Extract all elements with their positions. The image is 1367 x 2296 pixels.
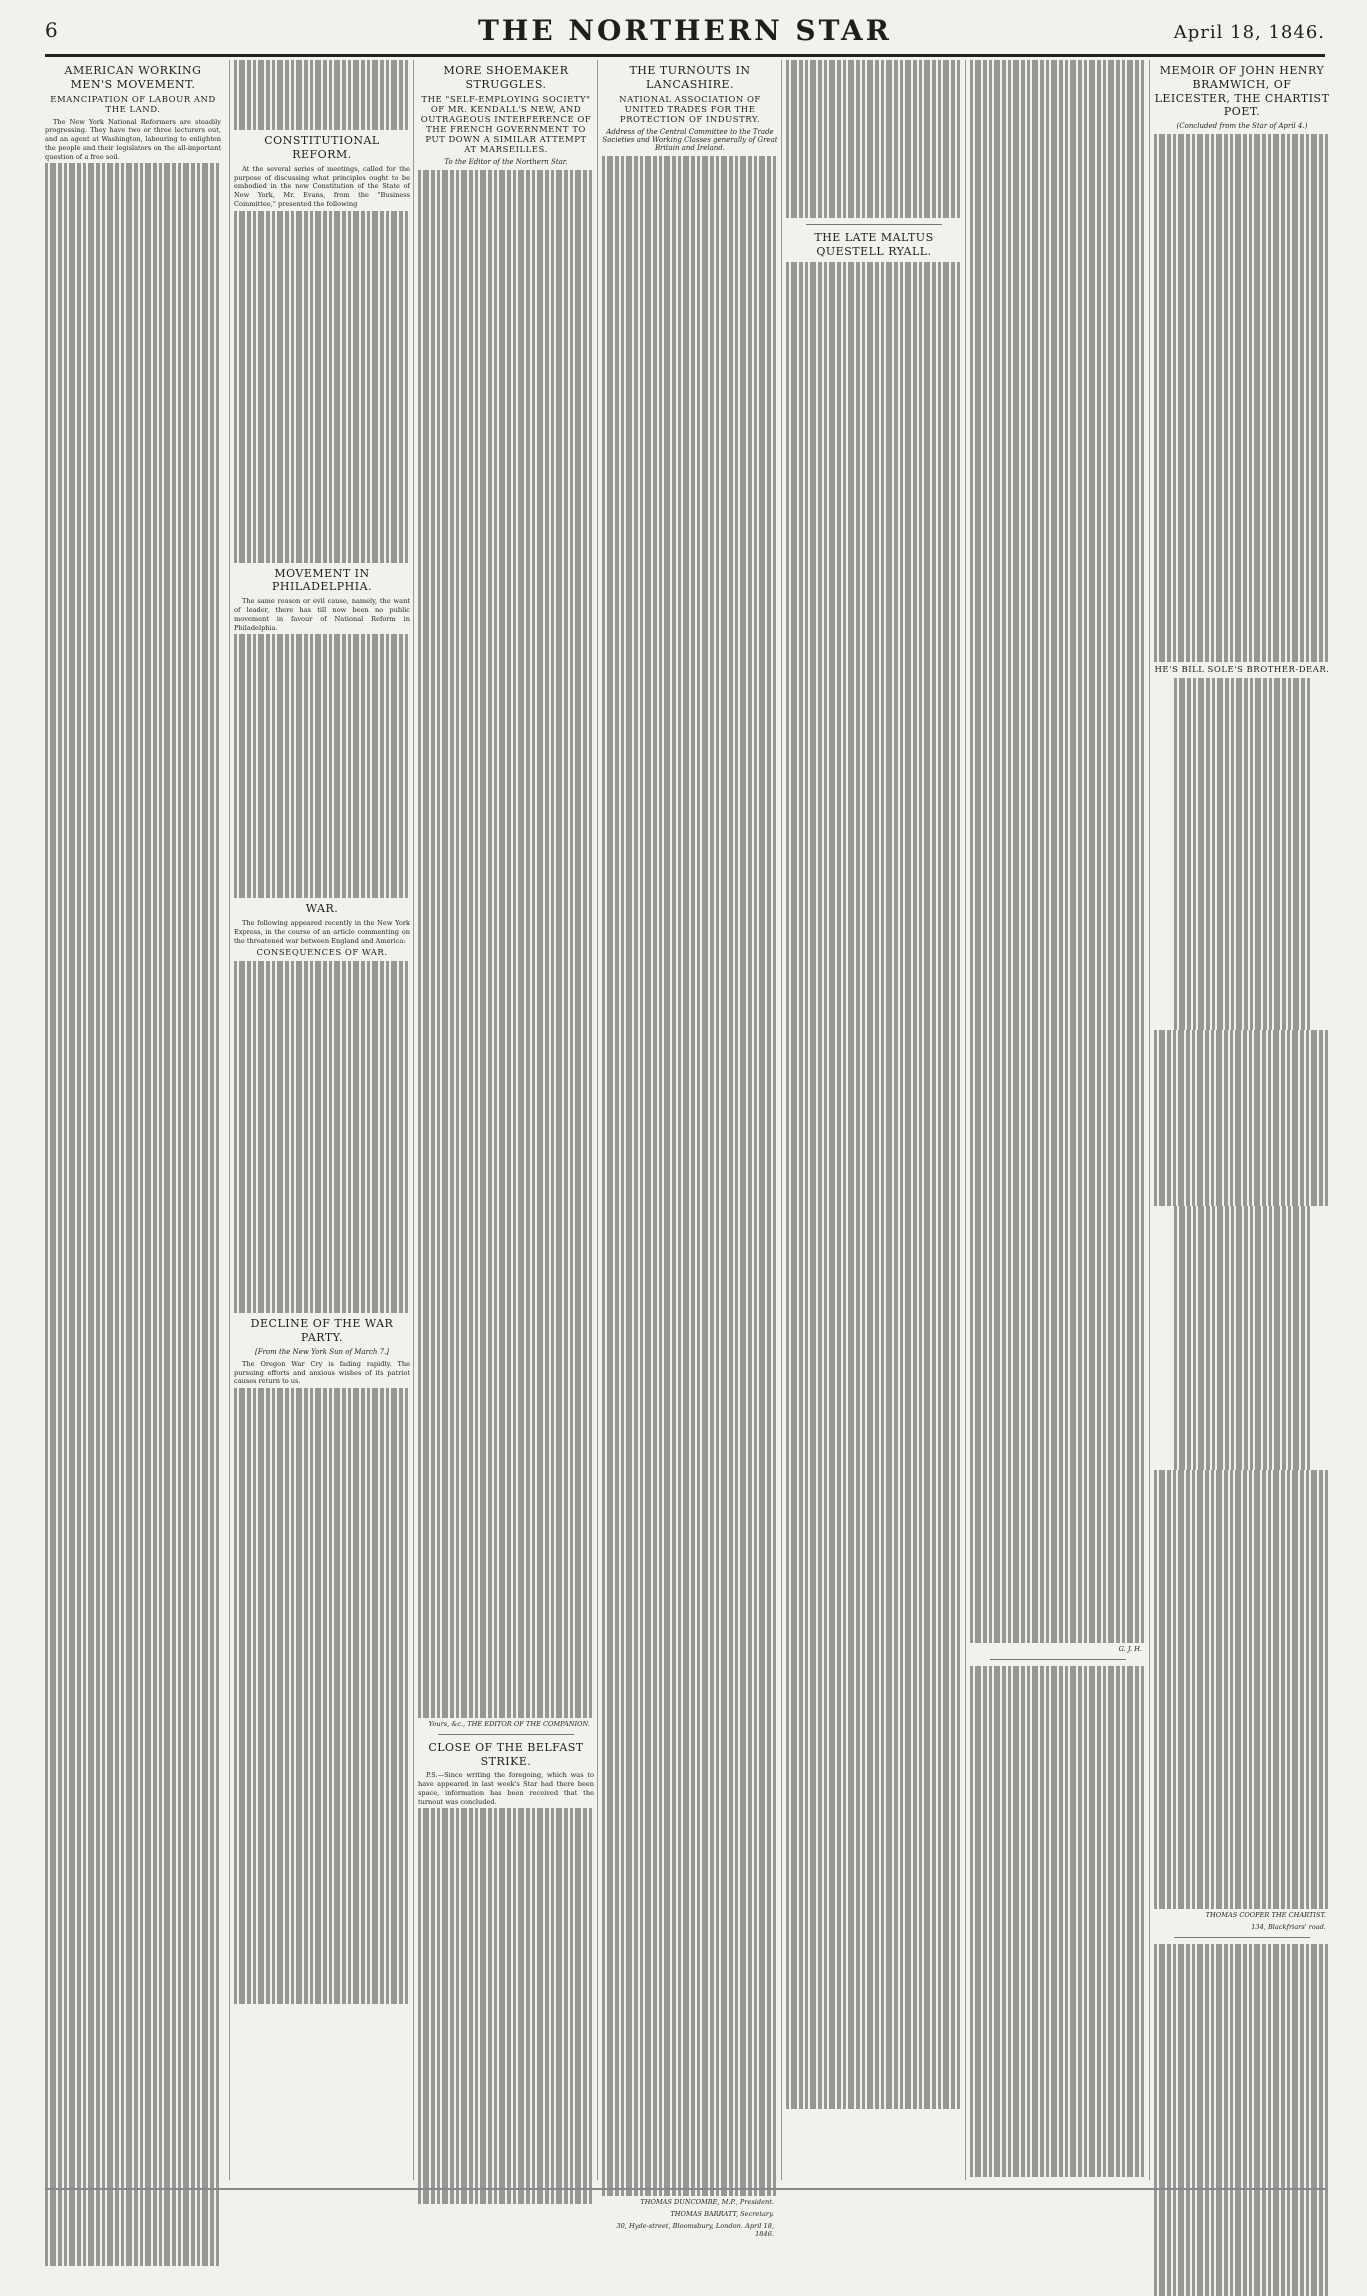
article-lead: At the several series of meetings, called for the purpose of discussing what principles ought to be embodied in the new Constitution of the State of New York, Mr. Evans, from the "Business Committee," presented the following (234, 164, 410, 209)
poem-verses (1154, 1206, 1330, 1470)
column-1 (45, 60, 221, 2180)
column-4 (597, 60, 778, 2239)
columns (45, 60, 1330, 2239)
article-lead: The same reason or evil cause, namely, the want of leader, there has till now been no public movement in favour of National Reform in Philadelphia. (234, 597, 410, 632)
article-source: [From the New York Sun of March 7.] (254, 1347, 390, 1356)
masthead (45, 14, 1325, 57)
divider (438, 1734, 574, 1735)
signature-secretary: THOMAS BARRATT, Secretary. (670, 2210, 774, 2219)
column-3 (413, 60, 594, 2180)
signature-place-date: 30, Hyde-street, Bloomsbury, London. April 18, 1846. (616, 2222, 774, 2239)
article-body-text (234, 1388, 410, 2004)
divider (806, 224, 942, 225)
article-body-text (45, 163, 221, 2265)
signature-president: THOMAS DUNCOMBE, M.P., President. (640, 2198, 774, 2207)
article-body-text (970, 60, 1146, 1643)
poem-verses (1154, 678, 1330, 1030)
page-number: 6 (45, 18, 58, 42)
article-body-text (418, 1808, 594, 2204)
divider (990, 1659, 1126, 1660)
article-signature: Yours, &c., THE EDITOR OF THE COMPANION. (428, 1719, 590, 1728)
article-subtitle-self-employing: THE "SELF-EMPLOYING SOCIETY" OF MR. KENDALL'S NEW, AND OUTRAGEOUS INTERFERENCE OF THE FRENCH GOVERNMENT TO PUT DOWN A SIMILAR ATTEMPT AT MARSEILLES. (420, 94, 592, 155)
article-signature: THOMAS COOPER THE CHARTIST. (1205, 1911, 1326, 1920)
column-2 (229, 60, 410, 2180)
issue-date: April 18, 1846. (1173, 22, 1325, 43)
article-lead: The following appeared recently in the New York Express, in the course of an article commenting on the threatened war between England and America: (234, 919, 410, 945)
article-body-text (234, 961, 410, 1313)
article-title-war-party: DECLINE OF THE WAR PARTY. (250, 1317, 394, 1345)
column-7 (1149, 60, 1330, 2180)
article-body-text (1154, 1944, 1330, 2296)
article-title-philadelphia: MOVEMENT IN PHILADELPHIA. (271, 566, 373, 594)
article-body-text (234, 60, 410, 130)
article-body-text (1154, 134, 1330, 662)
column-6 (965, 60, 1146, 2180)
article-address: 134, Blackfriars' road. (1251, 1923, 1326, 1932)
article-title-bramwich: MEMOIR OF JOHN HENRY BRAMWICH, OF LEICESTER, THE CHARTIST POET. (1154, 64, 1330, 119)
article-lead: P.S.—Since writing the foregoing, which was to have appeared in last week's Star had there been space, information has been received that the turnout was concluded. (418, 1771, 594, 1806)
article-address-line: Address of the Central Committee to the Trade Societies and Working Classes generally of Great Britain and Ireland. (602, 127, 778, 152)
article-lead: The Oregon War Cry is fading rapidly. The pursuing efforts and anxious wishes of its patriot causes return to us. (234, 1359, 410, 1386)
article-body-text (970, 1666, 1146, 2176)
divider (1174, 1937, 1310, 1938)
article-body-text (786, 262, 962, 2109)
article-title-shoemakers: MORE SHOEMAKER STRUGGLES. (443, 64, 569, 91)
article-title-ryall: THE LATE MALTUS QUESTELL RYALL. (814, 231, 934, 259)
article-salutation: To the Editor of the Northern Star. (444, 157, 568, 166)
article-lead: The New York National Reformers are steadily progressing. They have two or three lecturers out, and an agent at Washington, labouring to enlighten the people and their legislators on the all-important question of a free soil. (45, 117, 221, 161)
article-body-text (786, 60, 962, 218)
article-subheading-consequences: CONSEQUENCES OF WAR. (256, 948, 388, 959)
article-body-text (234, 634, 410, 898)
bottom-rule (45, 2188, 1325, 2190)
article-title-war: WAR. (305, 902, 339, 916)
article-title-constitutional-reform: CONSTITUTIONAL REFORM. (264, 134, 380, 162)
article-body-text (234, 211, 410, 563)
article-continuation-note: (Concluded from the Star of April 4.) (1176, 122, 1308, 130)
poem-title: HE'S BILL SOLE'S BROTHER-DEAR. (1154, 664, 1330, 675)
article-subtitle-emancipation: EMANCIPATION OF LABOUR AND THE LAND. (50, 94, 216, 115)
article-body-text (602, 156, 778, 2197)
article-title-lancashire: THE TURNOUTS IN LANCASHIRE. (629, 64, 751, 91)
article-body-text (1154, 1470, 1330, 1910)
column-5 (781, 60, 962, 2180)
newspaper-title: THE NORTHERN STAR (478, 14, 892, 47)
article-title-american-workers: AMERICAN WORKING MEN'S MOVEMENT. (64, 64, 202, 91)
article-body-text (418, 170, 594, 1718)
article-body-text (1154, 1030, 1330, 1206)
article-signature: G. J. H. (1118, 1645, 1142, 1654)
article-subtitle-united-trades: NATIONAL ASSOCIATION OF UNITED TRADES FOR THE PROTECTION OF INDUSTRY. (619, 94, 761, 125)
article-title-belfast: CLOSE OF THE BELFAST STRIKE. (428, 1740, 584, 1768)
